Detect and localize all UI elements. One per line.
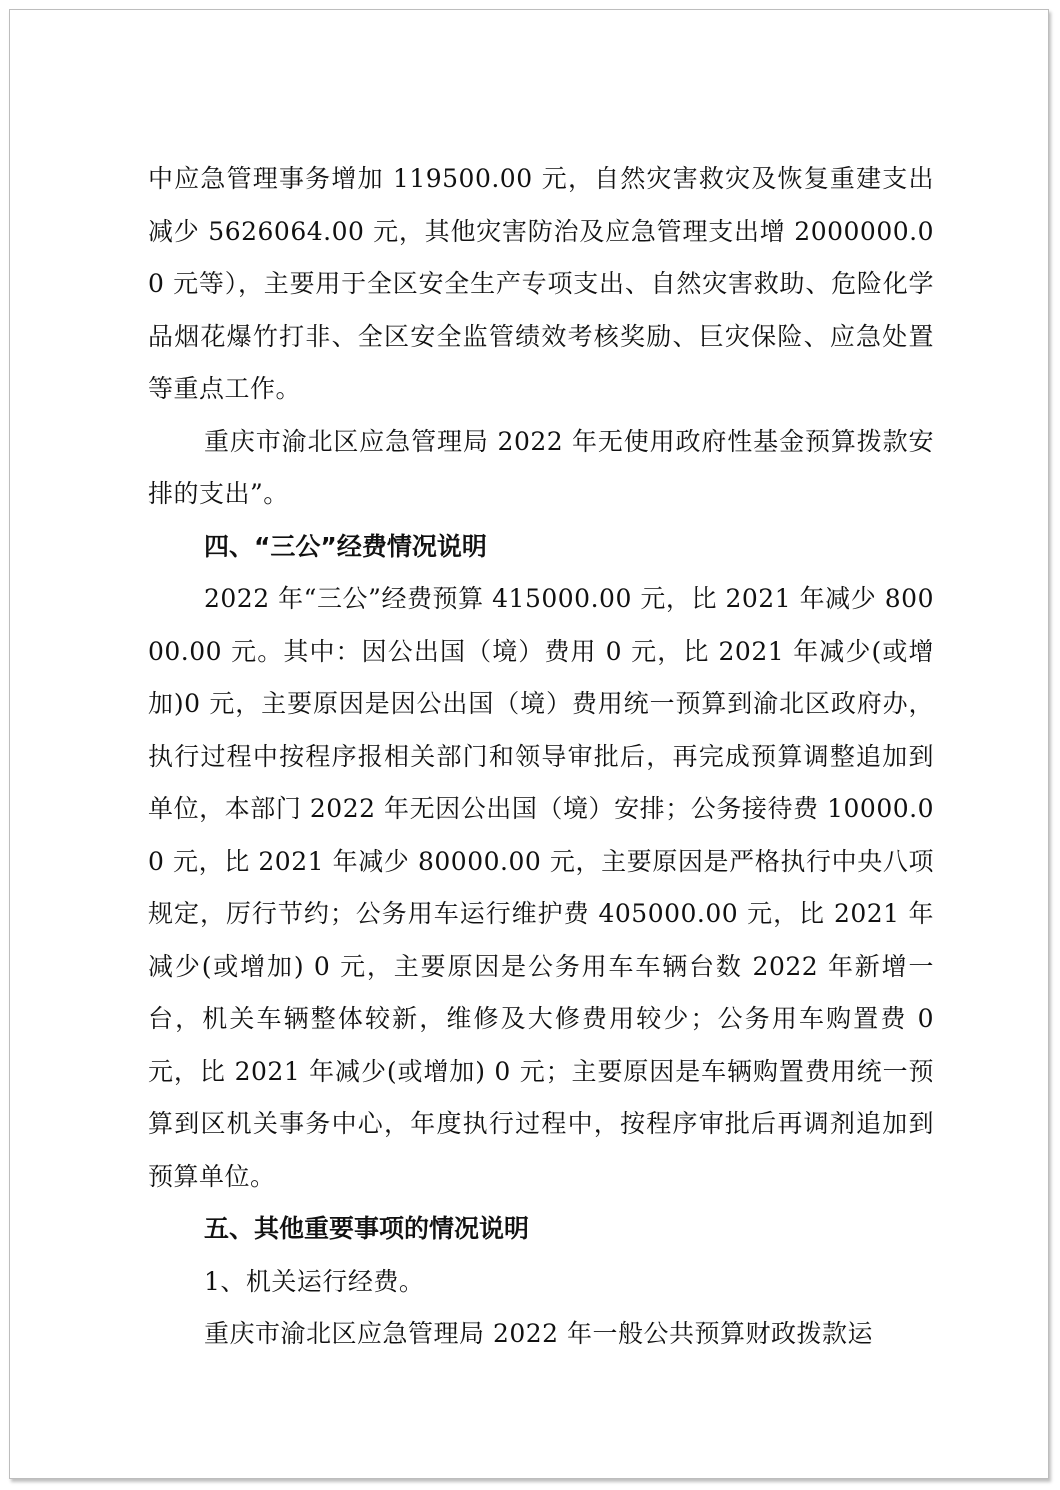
- section-heading-three-public: 四、“三公”经费情况说明: [204, 531, 487, 561]
- section-heading-other-matters: 五、其他重要事项的情况说明: [204, 1214, 530, 1243]
- paragraph-fund-budget: 重庆市渝北区应急管理局 2022 年无使用政府性基金预算拨款安排的支出”。: [148, 426, 934, 508]
- document-body: [148, 153, 934, 1361]
- paragraph-operating-expenses: 重庆市渝北区应急管理局 2022 年一般公共预算财政拨款运: [204, 1319, 874, 1348]
- paragraph-operating-expenses-title: 1、机关运行经费。: [204, 1266, 425, 1296]
- paragraph-three-public-details: 2022 年“三公”经费预算 415000.00 元，比 2021 年减少 80000.00 元。其中：因公出国（境）费用 0 元，比 2021 年减少(或增加)0 元，主要原因是因公出国（境）费用统一预算到渝北区政府办，执行过程中按程序报相关部门和领导审批后，再完成预算调整追加到单位，本部门 2022 年无因公出国（境）安排；公务接待费 10000.00 元，比 2021 年减少 80000.00 元，主要原因是严格执行中央八项规定，厉行节约；公务用车运行维护费 405000.00 元，比 2021 年减少(或增加) 0 元，主要原因是公务用车车辆台数 2022 年新增一台，机关车辆整体较新，维修及大修费用较少；公务用车购置费 0 元，比 2021 年减少(或增加) 0 元；主要原因是车辆购置费用统一预算到区机关事务中心，年度执行过程中，按程序审批后再调剂追加到预算单位。: [148, 584, 934, 1191]
- paragraph-emergency-spending: 中应急管理事务增加 119500.00 元，自然灾害救灾及恢复重建支出减少 5626064.00 元，其他灾害防治及应急管理支出增 2000000.00 元等），主要用于全区安全生产专项支出、自然灾害救助、危险化学品烟花爆竹打非、全区安全监管绩效考核奖励、巨灾保险、应急处置等重点工作。: [148, 164, 934, 403]
- page-frame: [9, 9, 1049, 1479]
